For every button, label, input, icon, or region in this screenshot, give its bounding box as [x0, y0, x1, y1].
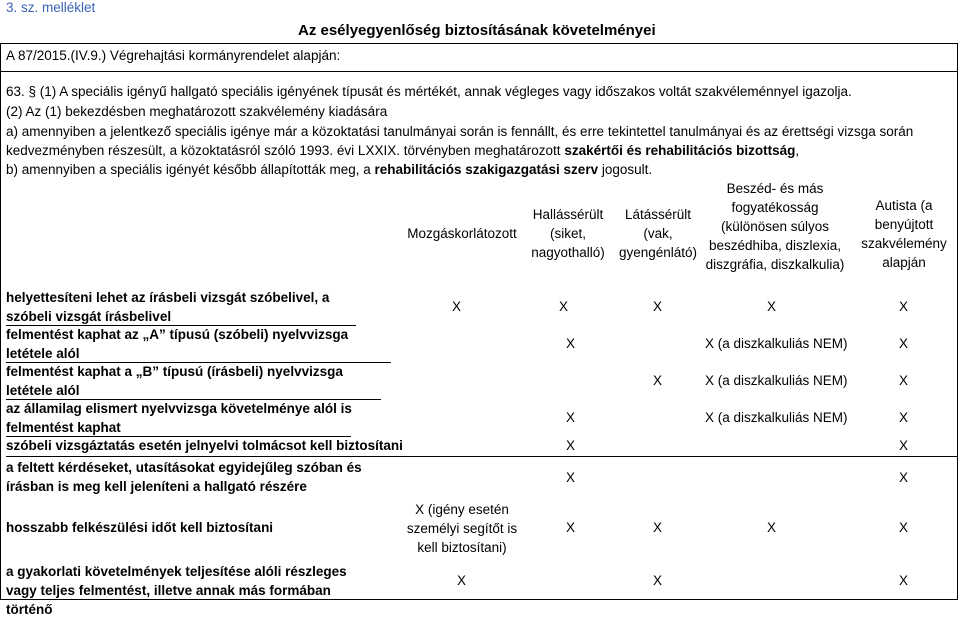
cell-r4-beszed: X (a diszkalkuliás NEM): [705, 410, 848, 425]
col-header-latassérult: Látássérült (vak, gyengénlátó): [618, 207, 698, 260]
cell-r1-beszed: X: [767, 299, 777, 314]
cell-r7-hallas: X: [566, 520, 576, 535]
cell-r5-autista: X: [899, 438, 909, 453]
cell-r3-beszed: X (a diszkalkuliás NEM): [705, 373, 848, 388]
paragraph-4-bold: szakértői és rehabilitációs bizottság: [564, 143, 796, 158]
cell-r1-mozgas: X: [452, 299, 462, 314]
paragraph-1: 63. § (1) A speciális igényű hallgató speciális igényének típusát és mértékét, annak végleges vagy időszakos voltát szakvéleménnyel igazolja.: [6, 84, 852, 99]
cell-r4-hallas: X: [566, 410, 576, 425]
row-label-3: felmentést kaphat a „B” típusú (írásbeli) nyelvvizsga letétele alól: [6, 364, 343, 398]
cell-r7-autista: X: [899, 520, 909, 535]
row-label-4: az államilag elismert nyelvvizsga követelménye alól is felmentést kaphat: [6, 401, 352, 435]
row-label-1: helyettesíteni lehet az írásbeli vizsgát szóbelivel, a szóbeli vizsgát írásbelivel: [6, 290, 330, 324]
paragraph-5: b) amennyiben a speciális igényét később állapították meg, a rehabilitációs szakigazgatási szerv jogosult.: [6, 162, 653, 177]
cell-r2-autista: X: [899, 336, 909, 351]
cell-r5-hallas: X: [566, 438, 576, 453]
cell-r8-latas: X: [653, 573, 663, 588]
annex-label: 3. sz. melléklet: [6, 0, 96, 15]
paragraph-5-bold: rehabilitációs szakigazgatási szerv: [374, 162, 599, 177]
cell-r7-beszed: X: [767, 520, 777, 535]
row-label-8: a gyakorlati követelmények teljesítése alóli részleges vagy teljes felmentést, illetve annak más formában történő: [6, 564, 347, 617]
row-divider: [6, 456, 958, 457]
cell-r1-latas: X: [653, 299, 663, 314]
cell-r8-autista: X: [899, 573, 909, 588]
col-header-hallassérult: Hallássérült (siket, nagyothalló): [531, 207, 605, 260]
row-label-7: hosszabb felkészülési időt kell biztosítani: [6, 520, 274, 535]
row-label-5: szóbeli vizsgáztatás esetén jelnyelvi tolmácsot kell biztosítani: [6, 438, 403, 453]
header-divider: [0, 71, 958, 72]
cell-r2-hallas: X: [566, 336, 576, 351]
page-title: Az esélyegyenlőség biztosításának követelményei: [298, 22, 656, 39]
col-header-beszed: Beszéd- és más fogyatékosság (különösen súlyos beszédhiba, diszlexia, diszgráfia, diszkalkulia): [705, 181, 845, 272]
cell-r6-autista: X: [899, 470, 909, 485]
cell-r8-mozgas: X: [457, 573, 467, 588]
row-label-6: a feltett kérdéseket, utasításokat egyidejűleg szóban és írásban is meg kell jeleníteni a hallgató részére: [6, 460, 362, 494]
col-header-mozgaskorlatozott: Mozgáskorlátozott: [407, 226, 517, 241]
row-label-2: felmentést kaphat az „A” típusú (szóbeli) nyelvvizsga letétele alól: [6, 327, 349, 361]
decree-reference: A 87/2015.(IV.9.) Végrehajtási kormányrendelet alapján:: [6, 48, 341, 63]
col-header-autista: Autista (a benyújtott szakvélemény alapján: [861, 198, 947, 270]
cell-r7-latas: X: [653, 520, 663, 535]
cell-r7-mozgas: X (igény esetén személyi segítőt is kell biztosítani): [406, 502, 518, 555]
cell-r6-hallas: X: [566, 470, 576, 485]
cell-r3-autista: X: [899, 373, 909, 388]
cell-r1-hallas: X: [559, 299, 569, 314]
paragraph-3: a) amennyiben a jelentkező speciális igénye már a közoktatási tanulmányai során is fennállt, és erre tekintettel tanulmányai és az érettségi vizsga során: [6, 124, 914, 139]
paragraph-4: kedvezményben részesült, a közoktatásról szóló 1993. évi LXXIX. törvényben meghatározott szakértői és rehabilitációs bizottság,: [6, 143, 800, 158]
cell-r3-latas: X: [653, 373, 663, 388]
cell-r2-beszed: X (a diszkalkuliás NEM): [705, 336, 848, 351]
paragraph-2: (2) Az (1) bekezdésben meghatározott szakvélemény kiadására: [6, 104, 388, 119]
cell-r1-autista: X: [899, 299, 909, 314]
cell-r4-autista: X: [899, 410, 909, 425]
